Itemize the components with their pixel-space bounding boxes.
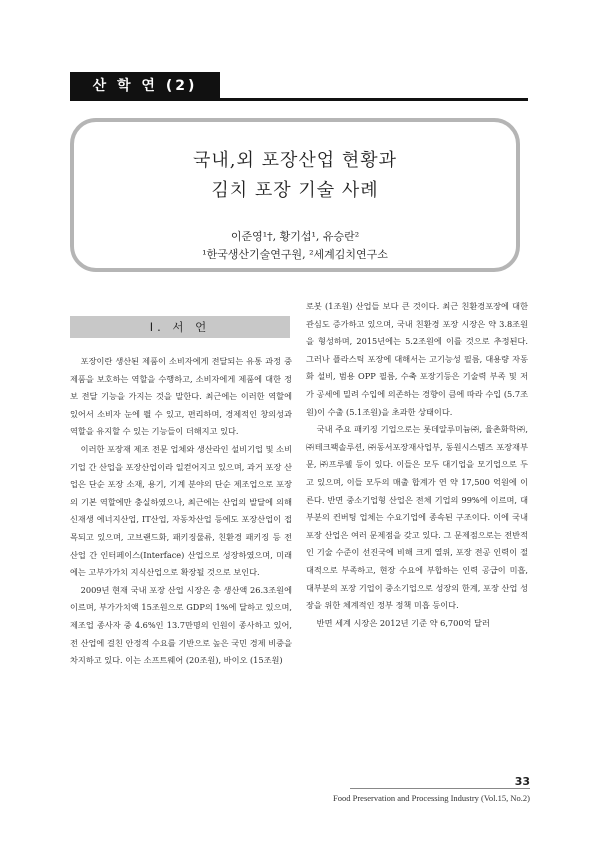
author-affiliations: ¹한국생산기술연구원, ²세계김치연구소 <box>202 248 388 261</box>
right-column <box>306 298 528 632</box>
paragraph: 2009년 현재 국내 포장 산업 시장은 총 생산액 26.3조원에 이르며, 부가가치액 15조원으로 GDP의 1%에 달하고 있으며, 제조업 종사자 중 4.6%인 13.7만명의 인원이 종사하고 있어, 전 산업에 걸친 안정적 수요를 기반으로 높은 국민 경제 비중을 차지하고 있다. 이는 소프트웨어 (20조원), 바이오 (15조원) <box>70 584 292 666</box>
left-column <box>70 353 292 670</box>
author-names: 이준영¹†, 황기섭¹, 유승란² <box>230 230 360 243</box>
title-line-1: 국내,외 포장산업 현황과 <box>192 150 398 171</box>
page-number: 33 <box>514 775 530 788</box>
series-tag: 산 학 연 (2) <box>70 72 220 98</box>
paragraph: 로봇 (1조원) 산업들 보다 큰 것이다. 최근 친환경포장에 대한 관심도 증가하고 있으며, 국내 친환경 포장 시장은 약 3.8조원을 형성하며, 2015년에는 5.2조원에 이를 것으로 추정된다. 그러나 플라스틱 포장에 대해서는 고기능성 필름, 대용량 자동화 설비, 범용 OPP 필름, 수축 포장기등은 기술력 부족 및 저가 공세에 밀려 수입에 의존하는 경향이 큼에 따라 수입 (5.7조원)이 수출 (5.1조원)을 초과한 상태이다. <box>306 301 528 417</box>
footer-rule <box>350 788 530 789</box>
paragraph: 포장이란 생산된 제품이 소비자에게 전달되는 유통 과정 중 제품을 보호하는 역할을 수행하고, 소비자에게 제품에 대한 정보 전달 기능을 가지는 것을 말한다. 최근에는 이러한 역할에 있어서 소비자 눈에 띌 수 있고, 편리하며, 경제적인 창의성과 역할을 유지할 수 있는 기능들이 더해지고 있다. <box>70 356 292 437</box>
paragraph: 국내 주요 패키징 기업으로는 롯데알루미늄㈜, 율촌화학㈜, ㈜테크팩솔루션, ㈜동서포장재사업부, 동원시스템즈 포장재부문, ㈜프루웰 등이 있다. 이들은 모두 대기업을 모기업으로 두고 있으며, 이들 모두의 매출 합계가 연 약 17,500 억원에 이른다. 반면 중소기업형 산업은 전체 기업의 99%에 이르며, 대부분의 컨버팅 업체는 수요기업에 종속된 구조이다. 이에 국내 포장 산업은 여러 문제점을 갖고 있다. 그 문제점으로는 전반적인 기술 수준이 선진국에 비해 크게 열위, 포장 전공 인력이 절대적으로 부족하고, 현장 수요에 부합하는 인력 공급이 미흡, 대부분의 포장 기업이 중소기업으로 성장의 한계, 포장 산업 성장을 위한 체계적인 정부 정책 미흡 등이다. <box>306 424 528 611</box>
journal-name: Food Preservation and Processing Industry (Vol.15, No.2) <box>333 793 530 803</box>
section-heading: Ⅰ. 서 언 <box>70 316 290 338</box>
title-line-2: 김치 포장 기술 사례 <box>211 180 379 201</box>
paragraph: 반면 세계 시장은 2012년 기준 약 6,700억 달러 <box>316 617 490 628</box>
header-rule <box>70 98 528 101</box>
paragraph: 이러한 포장재 제조 전문 업체와 생산라인 설비기업 및 소비기업 간 산업을 포장산업이라 일컫어지고 있으며, 과거 포장 산업은 단순 포장 소재, 용기, 기계 분야의 단순 제조업으로 포장의 기본 역할에만 충실하였으나, 최근에는 산업의 발달에 의해 신재생 에너지산업, IT산업, 자동차산업 등에도 포장산업이 접목되고 있으며, 고브랜드화, 패키징물류, 친환경 패키징 등 전 산업 간 인터페이스(Interface) 산업으로 성장하였으며, 미래에는 고부가가치 지식산업으로 확장될 것으로 보인다. <box>70 443 292 578</box>
